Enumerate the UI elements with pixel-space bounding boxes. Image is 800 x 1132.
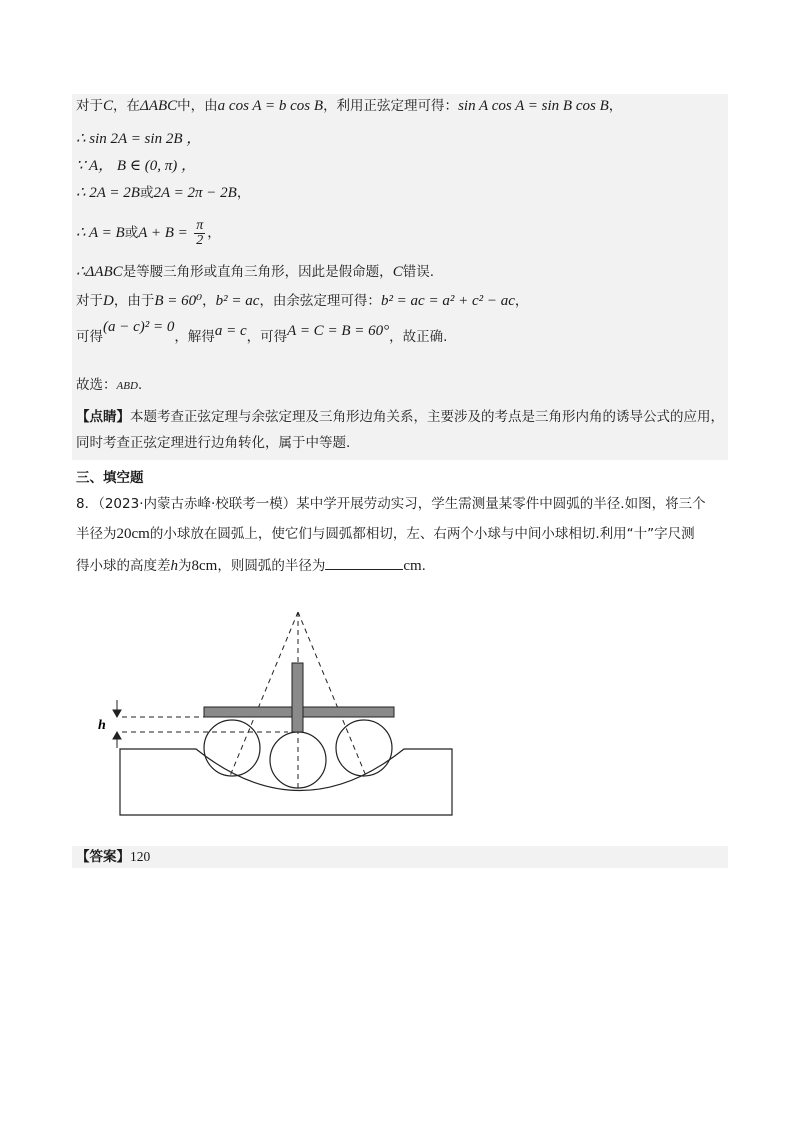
pi-over-2-fraction: $\frac{\pi}{2}$ — [196, 217, 204, 248]
h-label: h — [98, 718, 106, 733]
solution-line-c4: ∴ 2A = 2B或2A = 2π − 2B， — [76, 185, 251, 201]
answer-line: 【答案】120 — [76, 849, 151, 865]
solution-line-c1: 对于C，在ΔABC中，由a cos A = b cos B，利用正弦定理可得：sin A cos A = sin B cos B， — [76, 98, 623, 114]
problem-line-3: 得小球的高度差h为8cm，则圆弧的半径为 cm. — [76, 555, 426, 576]
right-ball — [336, 720, 392, 776]
choice-line: 故选：ABD. — [76, 377, 143, 393]
part-block — [120, 749, 452, 815]
solution-line-c5: ∴ A = B或A + B = $\frac{\pi}{2}$ ， — [76, 217, 221, 248]
answer-panel — [72, 846, 728, 868]
left-ball — [204, 720, 260, 776]
solution-line-c2: ∴ sin 2A = sin 2B ， — [76, 131, 202, 147]
h-dimension-arrows — [113, 700, 121, 748]
section-heading: 三、填空题 — [76, 470, 144, 486]
ruler-vertical — [292, 663, 303, 732]
problem-line-2: 半径为20cm的小球放在圆弧上，使它们与圆弧都相切，左、右两个小球与中间小球相切.利用“十”字尺测 — [76, 526, 695, 542]
comment-paragraph: 【点睛】本题考查正弦定理与余弦定理及三角形边角关系，主要涉及的考点是三角形内角的诱导公式的应用，同时考查正弦定理进行边角转化，属于中等题. — [76, 409, 724, 451]
solution-line-c3: ∵ A， B ∈ (0, π) ， — [76, 158, 196, 174]
solution-line-c6: ∴ΔABC是等腰三角形或直角三角形，因此是假命题，C错误. — [76, 264, 434, 280]
construction-lines — [122, 612, 366, 792]
solution-line-d2: 可得(a − c)² = 0，解得a = c，可得A = C = B = 60°，故正确. — [76, 319, 448, 345]
problem-line-1: 8．（2023·内蒙古赤峰·校联考一模）某中学开展劳动实习，学生需测量某零件中圆弧的半径.如图，将三个 — [76, 496, 706, 512]
solution-line-d1: 对于D，由于B = 60⁰，b² = ac，由余弦定理可得：b² = ac = a² + c² − ac， — [76, 293, 529, 309]
